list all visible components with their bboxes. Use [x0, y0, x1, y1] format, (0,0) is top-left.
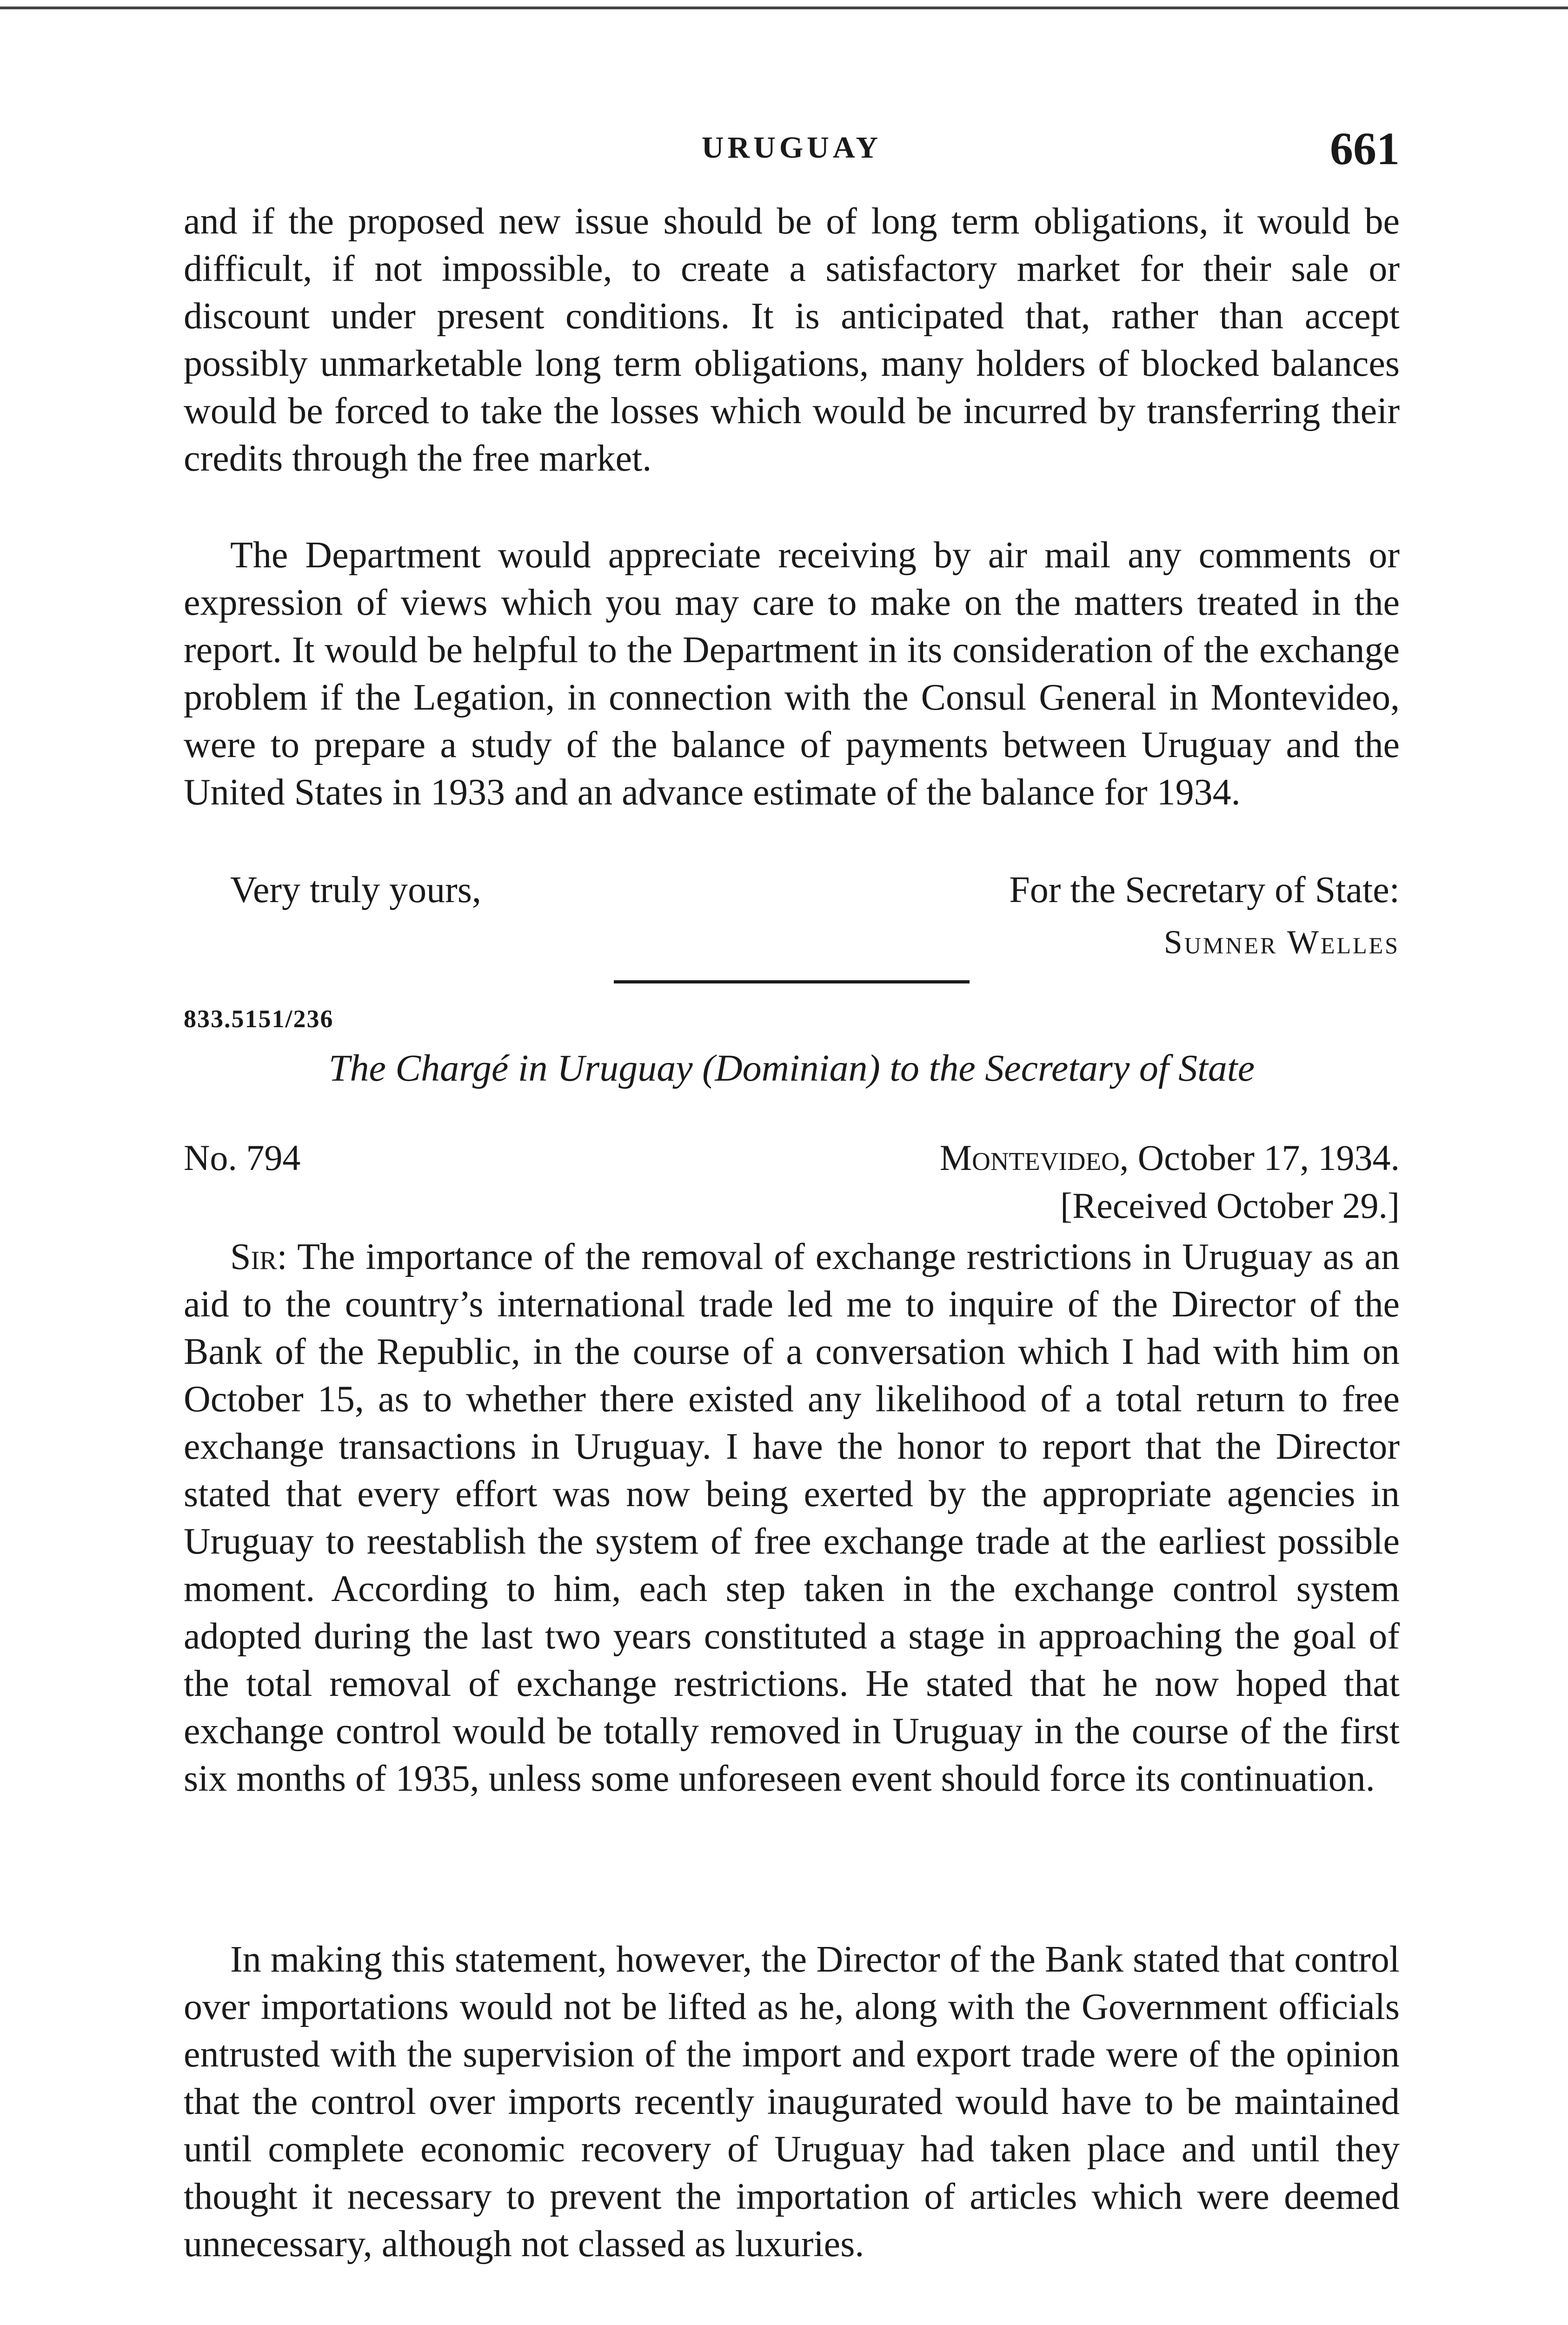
continued-paragraph: and if the proposed new issue should be of long term obligations, it would be difficult, if not impossible, to create a satisfactory market for their sale or discount under present conditions. It is anticipated that, rather than accept possibly unmarketable long term obligations, many holders of blocked balances would be forced to take the losses which would be incurred by transferring their credits through the free market. — [184, 201, 1400, 479]
closing-salutation: Very truly yours, — [230, 870, 481, 910]
closing-on-behalf: For the Secretary of State: — [1009, 870, 1400, 910]
signature: Sumner Welles — [1163, 923, 1400, 961]
letter-paragraph-2: In making this statement, however, the Director of the Bank stated that control over importations would not be lifted as he, along with the Government officials entrusted with the supervision of the import and export trade were of the opinion that the control over imports recently inaugurated would have to be maintained until complete economic recovery of Uruguay had taken place and until they thought it necessary to prevent the importation of articles which were deemed unnecessary, although not classed as luxuries. — [184, 1939, 1400, 2265]
running-head — [184, 122, 1400, 173]
running-title: URUGUAY — [701, 131, 882, 165]
top-rule — [0, 7, 1568, 9]
despatch-number: No. 794 — [184, 1137, 301, 1178]
file-number: 833.5151/236 — [184, 1005, 334, 1033]
place-date — [940, 1137, 1400, 1179]
received-date: [Received October 29.] — [1060, 1185, 1400, 1226]
page-number: 661 — [1330, 123, 1400, 174]
letter-salutation: Sir: — [230, 1236, 287, 1277]
letter-paragraph-1 — [184, 1233, 1400, 1802]
document-heading: The Chargé in Uruguay (Dominian) to the Secretary of State — [328, 1047, 1255, 1089]
letter-paragraph-1-text: The importance of the removal of exchange restrictions in Uruguay as an aid to the country’s international trade led me to inquire of the Director of the Bank of the Republic, in the course of a conversation which I had with him on October 15, as to whether there existed any likelihood of a total return to free exchange transactions in Uruguay. I have the honor to report that the Director stated that every effort was now being exerted by the appropriate agencies in Uruguay to reestablish the system of free exchange trade at the earliest possible moment. According to him, each step taken in the exchange control system adopted during the last two years constituted a stage in approaching the goal of the total removal of exchange restrictions. He stated that he now hoped that exchange control would be totally removed in Uruguay in the course of the first six months of 1935, unless some unforeseen event should force its continuation. — [184, 1236, 1400, 1799]
department-paragraph: The Department would appreciate receiving by air mail any comments or expression of views which you may care to make on the matters treated in the report. It would be helpful to the Department in its consideration of the exchange problem if the Legation, in connection with the Consul General in Montevideo, were to prepare a study of the balance of payments between Uruguay and the United States in 1933 and an advance estimate of the balance for 1934. — [184, 535, 1400, 813]
section-divider — [614, 980, 970, 983]
date: October 17, 1934. — [1137, 1137, 1400, 1178]
place: Montevideo, — [939, 1137, 1129, 1178]
